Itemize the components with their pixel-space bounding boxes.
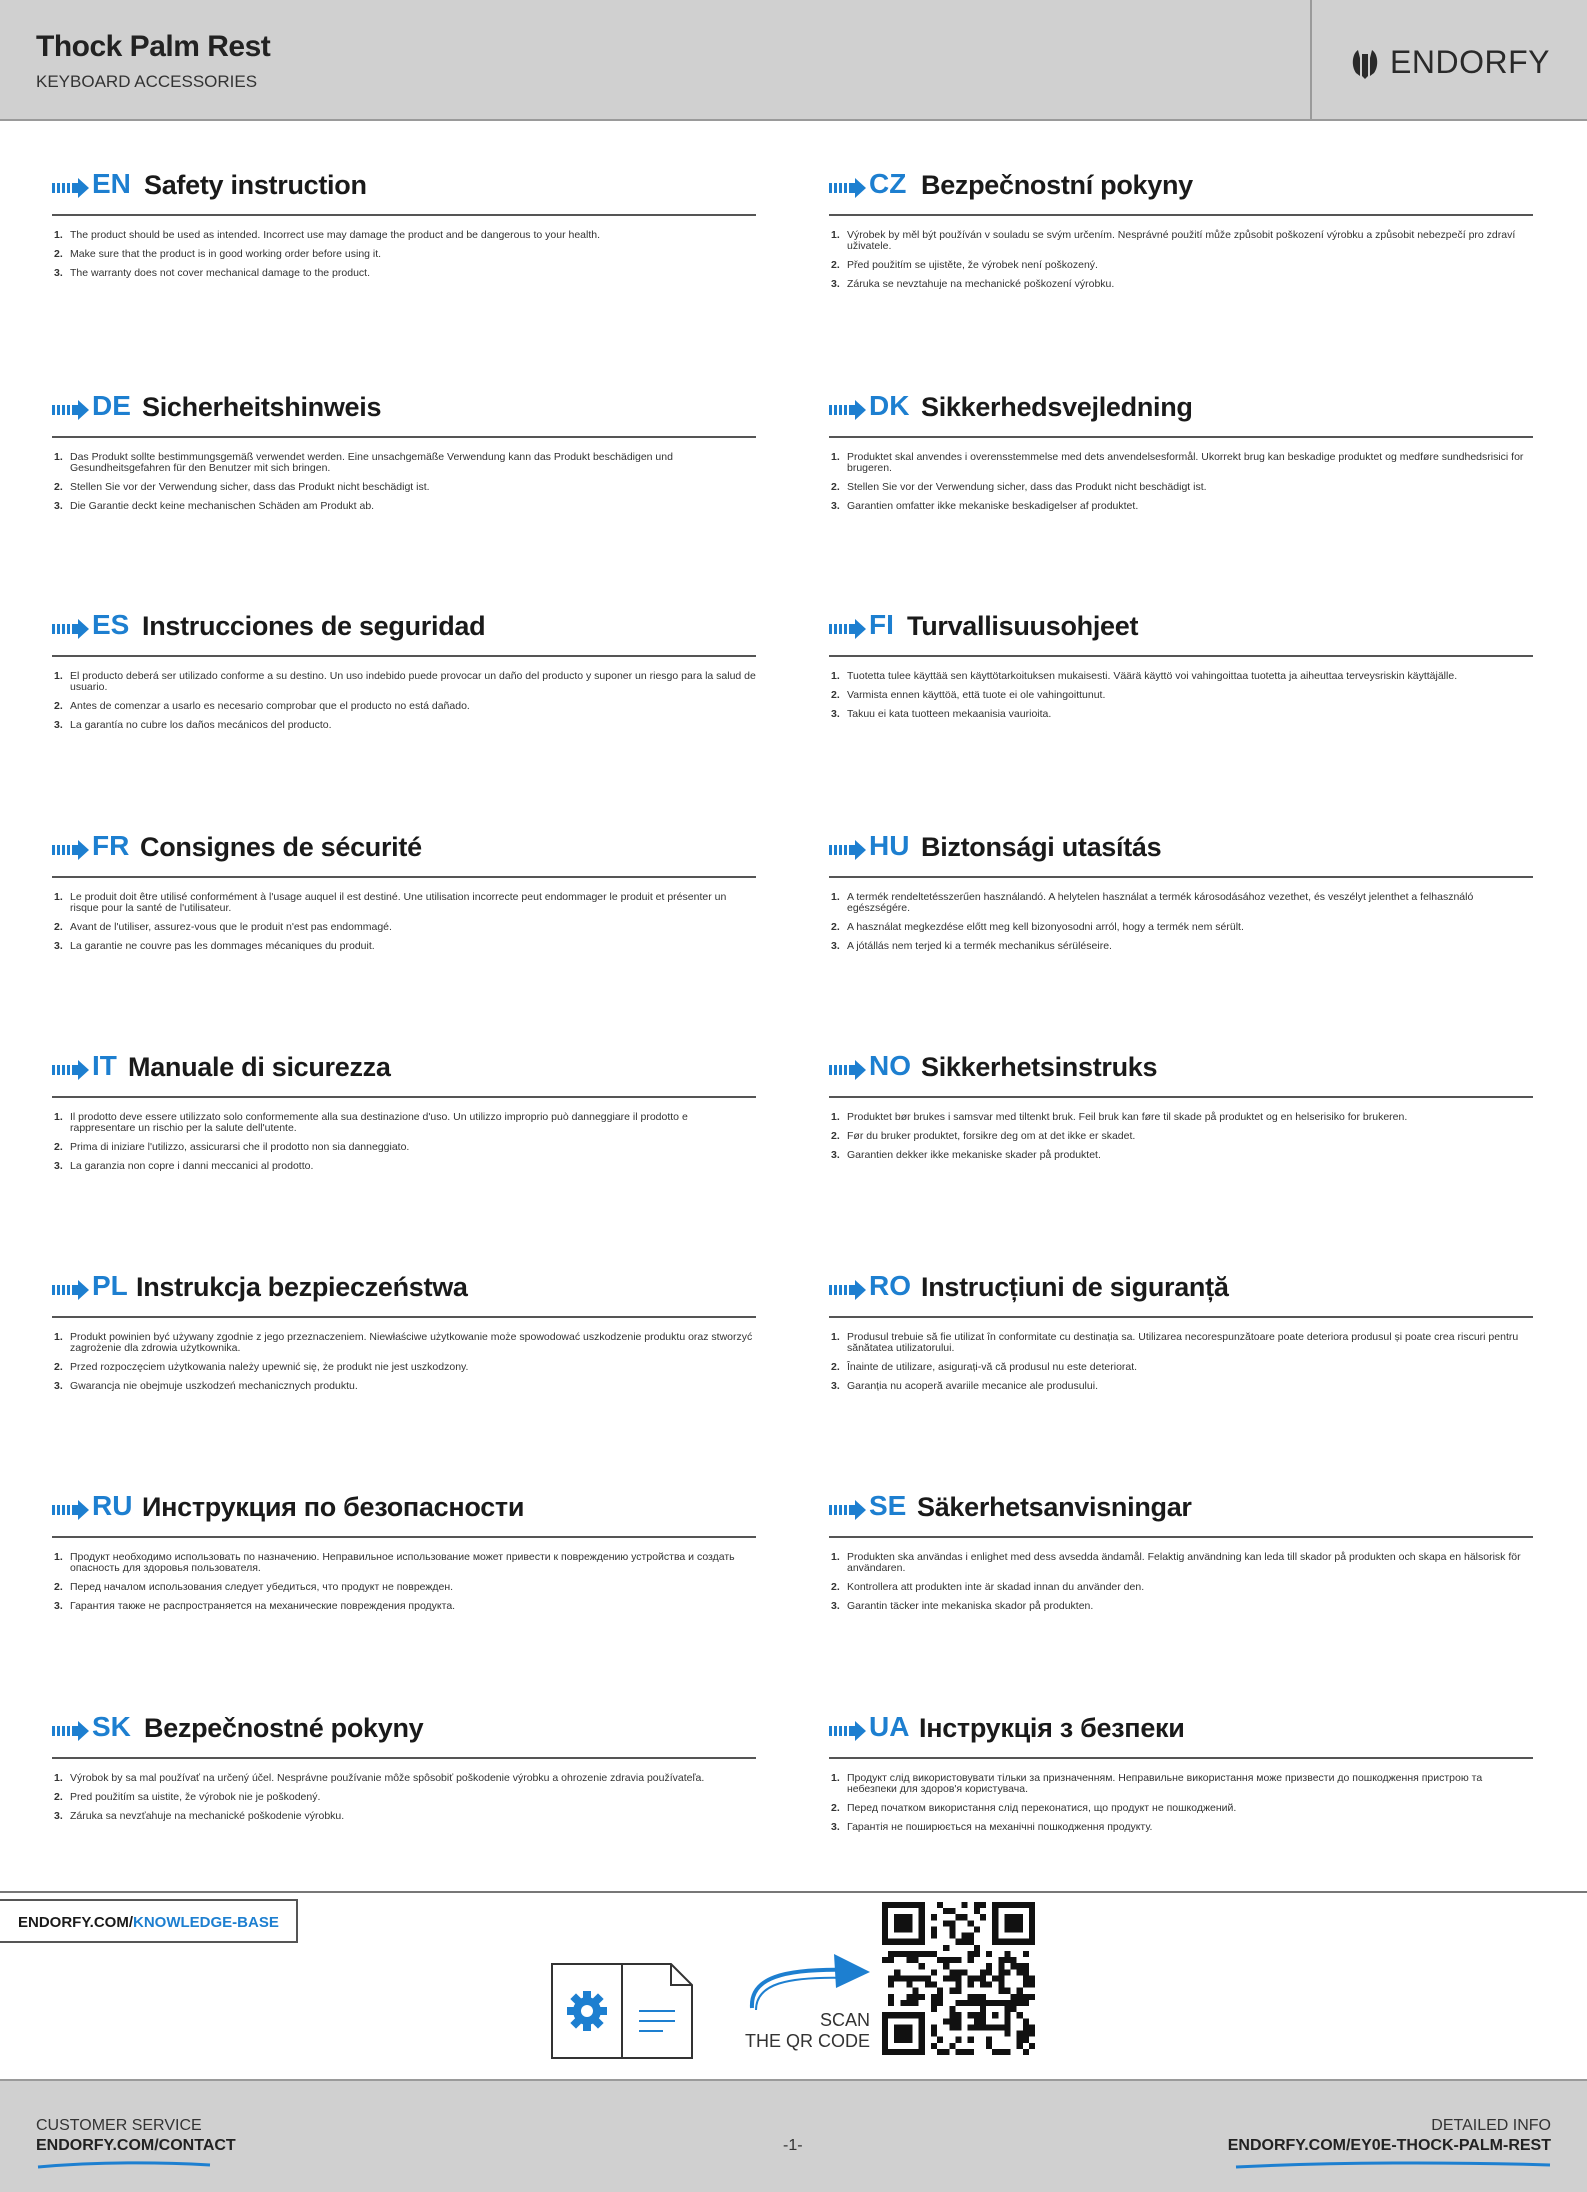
item-number: 1.	[54, 670, 63, 682]
instruction-item	[52, 482, 756, 493]
item-text: A jótállás nem terjed ki a termék mechanikus sérüléseire.	[847, 940, 1112, 952]
scan-line-2: THE QR CODE	[744, 2031, 870, 2051]
qr-code[interactable]	[882, 1902, 1035, 2055]
instruction-item	[829, 1582, 1533, 1593]
instruction-item	[829, 452, 1533, 474]
item-text: Make sure that the product is in good working order before using it.	[70, 248, 382, 260]
customer-service-label: CUSTOMER SERVICE	[36, 2117, 202, 2134]
item-text: Il prodotto deve essere utilizzato solo conformemente alla sua destinazione d'uso. Un utilizzo improprio può danneggiare il prodotto e rappresentare un rischio per la salute dell'utente.	[70, 1111, 688, 1134]
instruction-list	[829, 452, 1533, 520]
instruction-item	[829, 230, 1533, 252]
section-title: Bezpečnostné pokyny	[144, 1713, 424, 1743]
instruction-item	[829, 892, 1533, 914]
item-text: Produktet bør brukes i samsvar med tiltenkt bruk. Feil bruk kan føre til skade på produktet og en helserisiko for brukeren.	[847, 1111, 1408, 1123]
arrow-right-icon	[52, 619, 90, 639]
section-title: Sicherheitshinweis	[142, 392, 382, 422]
section-cz	[829, 168, 1533, 290]
section-dk	[829, 390, 1533, 512]
instruction-list	[829, 671, 1533, 728]
page-footer	[0, 2079, 1587, 2192]
language-code: DE	[92, 390, 131, 421]
brand-name: ENDORFY	[1390, 44, 1550, 80]
detailed-info-label: DETAILED INFO	[1431, 2117, 1551, 2134]
instruction-item	[829, 1803, 1533, 1814]
instruction-list	[829, 1112, 1533, 1169]
item-number: 1.	[831, 891, 840, 903]
scan-line-1: SCAN	[819, 2010, 870, 2030]
language-code: HU	[869, 830, 910, 861]
section-title: Instrucciones de seguridad	[142, 611, 486, 641]
scan-qr-text	[742, 2010, 870, 2052]
language-code: FR	[92, 830, 130, 861]
item-number: 3.	[831, 1149, 840, 1161]
item-number: 2.	[54, 1141, 63, 1153]
item-text: Kontrollera att produkten inte är skadad innan du använder den.	[847, 1581, 1145, 1593]
instruction-item	[52, 1601, 756, 1612]
knowledge-base-text	[18, 1914, 279, 1931]
arrow-right-icon	[52, 1500, 90, 1520]
item-number: 3.	[831, 708, 840, 720]
item-number: 3.	[54, 1600, 63, 1612]
arrow-right-icon	[52, 400, 90, 420]
item-number: 2.	[54, 921, 63, 933]
item-text: Гарантия также не распространяется на механические повреждения продукта.	[70, 1600, 456, 1612]
item-text: A használat megkezdése előtt meg kell bizonyosodni arról, hogy a termék nem sérült.	[847, 921, 1244, 933]
instruction-item	[52, 720, 756, 731]
item-text: Продукт слід використовувати тільки за призначенням. Неправильне використання може призвести до пошкодження пристрою та небезпеки для здоров'я користувача.	[847, 1772, 1483, 1795]
arrow-right-icon	[829, 619, 867, 639]
detailed-info-link[interactable]: ENDORFY.COM/EY0E-THOCK-PALM-REST	[1227, 2137, 1551, 2154]
instruction-item	[52, 501, 756, 512]
item-text: Le produit doit être utilisé conformément à l'usage auquel il est destiné. Une utilisation incorrecte peut endommager le produit et présenter un risque pour la santé de l'utilisateur.	[70, 891, 727, 914]
instruction-item	[52, 1381, 756, 1392]
instruction-item	[52, 1362, 756, 1373]
instruction-list	[52, 671, 756, 739]
item-number: 2.	[54, 248, 63, 260]
item-text: El producto deberá ser utilizado conforme a su destino. Un uso indebido puede provocar un daño del producto y suponer un riesgo para la salud de usuario.	[70, 670, 756, 693]
arrow-right-icon	[829, 1280, 867, 1300]
item-number: 3.	[54, 719, 63, 731]
item-text: Výrobok by sa mal používať na určený účel. Nesprávne používanie môže spôsobiť poškodenie výrobku a ohrozenie zdravia používateľa.	[70, 1772, 705, 1784]
instruction-list	[829, 1552, 1533, 1620]
instruction-list	[52, 1773, 756, 1830]
language-code: RO	[869, 1270, 911, 1301]
item-text: Перед початком використання слід переконатися, що продукт не пошкоджений.	[847, 1802, 1237, 1814]
instruction-item	[829, 1332, 1533, 1354]
item-text: Przed rozpoczęciem użytkowania należy upewnić się, że produkt nie jest uszkodzony.	[70, 1361, 469, 1373]
instruction-item	[52, 1142, 756, 1153]
instruction-item	[52, 249, 756, 260]
kb-prefix: ENDORFY.COM/	[18, 1914, 134, 1931]
instruction-list	[829, 230, 1533, 298]
instruction-item	[52, 452, 756, 474]
page-header	[0, 0, 1587, 121]
instruction-list	[52, 230, 756, 287]
bottom-divider	[0, 1891, 1587, 1893]
instruction-list	[52, 1112, 756, 1180]
contact-link[interactable]: ENDORFY.COM/CONTACT	[36, 2137, 236, 2154]
section-title: Instrucțiuni de siguranță	[921, 1272, 1229, 1302]
section-en	[52, 168, 756, 279]
arrow-right-icon	[52, 1280, 90, 1300]
instruction-item	[52, 671, 756, 693]
contact-underline	[36, 2161, 212, 2169]
instruction-list	[52, 452, 756, 520]
arrow-right-icon	[52, 840, 90, 860]
instruction-item	[52, 1792, 756, 1803]
item-number: 3.	[54, 1160, 63, 1172]
instruction-item	[52, 941, 756, 952]
section-sk	[52, 1711, 756, 1822]
language-code: SE	[869, 1490, 907, 1521]
item-number: 3.	[831, 500, 840, 512]
section-ua	[829, 1711, 1533, 1833]
section-heading	[52, 390, 756, 438]
item-number: 2.	[831, 921, 840, 933]
item-number: 3.	[54, 1810, 63, 1822]
instruction-item	[52, 1332, 756, 1354]
section-heading	[52, 609, 756, 657]
item-text: A termék rendeltetésszerűen használandó. A helytelen használat a termék károsodásához vezethet, és veszélyt jelenthet a felhasználó egészségére.	[847, 891, 1474, 914]
item-number: 2.	[831, 1361, 840, 1373]
product-title: Thock Palm Rest	[36, 30, 271, 63]
item-number: 1.	[831, 1331, 840, 1343]
instruction-item	[52, 230, 756, 241]
instruction-item	[52, 1582, 756, 1593]
instruction-item	[829, 1601, 1533, 1612]
instruction-item	[52, 1773, 756, 1784]
section-heading	[829, 830, 1533, 878]
brand-box	[1310, 0, 1587, 119]
item-text: Produktet skal anvendes i overensstemmelse med dets anvendelsesformål. Ukorrekt brug kan beskadige produktet og medføre sundhedsrisici for brugeren.	[847, 451, 1524, 474]
instruction-item	[52, 1811, 756, 1822]
item-text: Prima di iniziare l'utilizzo, assicurarsi che il prodotto non sia danneggiato.	[70, 1141, 410, 1153]
item-number: 1.	[54, 229, 63, 241]
item-text: Výrobek by měl být používán v souladu se svým určením. Nesprávné použití může způsobit poškození výrobku a způsobit nebezpečí pro zdraví uživatele.	[847, 229, 1516, 252]
instruction-list	[52, 1332, 756, 1400]
item-text: La garantía no cubre los daños mecánicos del producto.	[70, 719, 332, 731]
item-text: Takuu ei kata tuotteen mekaanisia vaurioita.	[847, 708, 1052, 720]
item-number: 3.	[54, 500, 63, 512]
instruction-item	[52, 1112, 756, 1134]
instruction-item	[829, 1381, 1533, 1392]
section-heading	[829, 168, 1533, 216]
section-de	[52, 390, 756, 512]
item-text: Продукт необходимо использовать по назначению. Неправильное использование может привести к повреждению устройства и создать опасность для здоровья пользователя.	[70, 1551, 735, 1574]
instruction-list	[829, 1332, 1533, 1400]
instruction-item	[52, 268, 756, 279]
item-number: 3.	[831, 1821, 840, 1833]
item-number: 1.	[831, 1111, 840, 1123]
item-text: The warranty does not cover mechanical damage to the product.	[70, 267, 370, 279]
section-es	[52, 609, 756, 731]
item-text: Produkten ska användas i enlighet med dess avsedda ändamål. Felaktig användning kan leda till skador på produkten och skapa en hälsorisk för användaren.	[847, 1551, 1521, 1574]
section-heading	[52, 1490, 756, 1538]
language-code: IT	[92, 1050, 117, 1081]
item-number: 2.	[54, 1361, 63, 1373]
instruction-item	[52, 1552, 756, 1574]
item-number: 3.	[831, 1600, 840, 1612]
arrow-right-icon	[829, 1500, 867, 1520]
manual-document-icon	[551, 1963, 693, 2059]
arrow-right-icon	[829, 400, 867, 420]
instruction-list	[52, 892, 756, 960]
section-heading	[829, 1711, 1533, 1759]
section-se	[829, 1490, 1533, 1612]
item-number: 1.	[831, 229, 840, 241]
section-heading	[52, 1711, 756, 1759]
instruction-item	[829, 922, 1533, 933]
language-code: SK	[92, 1711, 131, 1742]
instruction-item	[829, 1112, 1533, 1123]
section-heading	[52, 1050, 756, 1098]
section-title: Safety instruction	[144, 170, 367, 200]
section-title: Manuale di sicurezza	[128, 1052, 391, 1082]
item-number: 1.	[831, 1772, 840, 1784]
item-text: The product should be used as intended. Incorrect use may damage the product and be dangerous to your health.	[70, 229, 601, 241]
instruction-list	[829, 1773, 1533, 1841]
section-title: Sikkerhedsvejledning	[921, 392, 1193, 422]
arrow-right-icon	[52, 178, 90, 198]
section-title: Säkerhetsanvisningar	[917, 1492, 1192, 1522]
instruction-item	[829, 1822, 1533, 1833]
detailed-info-underline	[1234, 2161, 1552, 2169]
item-text: Gwarancja nie obejmuje uszkodzeń mechanicznych produktu.	[70, 1380, 358, 1392]
item-text: Pred použitím sa uistite, že výrobok nie je poškodený.	[70, 1791, 321, 1803]
section-heading	[52, 830, 756, 878]
item-number: 3.	[54, 940, 63, 952]
instruction-item	[829, 1131, 1533, 1142]
instruction-item	[52, 701, 756, 712]
instruction-item	[829, 671, 1533, 682]
item-number: 3.	[54, 267, 63, 279]
item-text: La garantie ne couvre pas les dommages mécaniques du produit.	[70, 940, 375, 952]
arrow-right-icon	[52, 1721, 90, 1741]
item-number: 1.	[54, 891, 63, 903]
instruction-item	[829, 501, 1533, 512]
item-text: Záruka sa nevzťahuje na mechanické poškodenie výrobku.	[70, 1810, 345, 1822]
instruction-item	[829, 482, 1533, 493]
instruction-item	[52, 1161, 756, 1172]
section-heading	[829, 1490, 1533, 1538]
section-fr	[52, 830, 756, 952]
item-number: 1.	[54, 1551, 63, 1563]
language-code: DK	[869, 390, 910, 421]
language-code: PL	[92, 1270, 128, 1301]
item-number: 3.	[831, 940, 840, 952]
section-heading	[829, 609, 1533, 657]
item-text: Garantien dekker ikke mekaniske skader på produktet.	[847, 1149, 1101, 1161]
section-heading	[52, 1270, 756, 1318]
item-text: Avant de l'utiliser, assurez-vous que le produit n'est pas endommagé.	[70, 921, 392, 933]
section-heading	[829, 390, 1533, 438]
item-text: Перед началом использования следует убедиться, что продукт не поврежден.	[70, 1581, 454, 1593]
language-code: RU	[92, 1490, 133, 1521]
product-category: KEYBOARD ACCESSORIES	[36, 72, 258, 91]
item-text: La garanzia non copre i danni meccanici al prodotto.	[70, 1160, 314, 1172]
item-number: 3.	[831, 1380, 840, 1392]
section-title: Biztonsági utasítás	[921, 832, 1162, 862]
item-number: 1.	[54, 451, 63, 463]
section-ru	[52, 1490, 756, 1612]
item-number: 2.	[54, 1791, 63, 1803]
section-title: Sikkerhetsinstruks	[921, 1052, 1158, 1082]
item-number: 3.	[54, 1380, 63, 1392]
language-code: UA	[869, 1711, 910, 1742]
item-number: 2.	[831, 259, 840, 271]
language-code: NO	[869, 1050, 911, 1081]
section-title: Turvallisuusohjeet	[907, 611, 1139, 641]
section-title: Bezpečnostní pokyny	[921, 170, 1193, 200]
page-number: -1-	[783, 2137, 803, 2154]
item-text: Garanția nu acoperă avariile mecanice ale produsului.	[847, 1380, 1098, 1392]
language-code: CZ	[869, 168, 907, 199]
section-fi	[829, 609, 1533, 720]
item-number: 2.	[831, 1581, 840, 1593]
language-code: FI	[869, 609, 894, 640]
instruction-item	[829, 1552, 1533, 1574]
item-text: Před použitím se ujistěte, že výrobek není poškozený.	[847, 259, 1098, 271]
kb-highlight: KNOWLEDGE-BASE	[133, 1914, 279, 1931]
item-text: Înainte de utilizare, asigurați-vă că produsul nu este deteriorat.	[847, 1361, 1138, 1373]
item-text: Produsul trebuie să fie utilizat în conformitate cu destinația sa. Utilizarea necorespunzătoare poate deteriora produsul și poate crea riscuri pentru sănătatea utilizatorului.	[847, 1331, 1519, 1354]
instruction-item	[829, 279, 1533, 290]
instruction-item	[829, 1773, 1533, 1795]
instruction-item	[52, 892, 756, 914]
instruction-item	[829, 260, 1533, 271]
item-text: Záruka se nevztahuje na mechanické poškození výrobku.	[847, 278, 1115, 290]
section-ro	[829, 1270, 1533, 1392]
section-heading	[829, 1270, 1533, 1318]
item-number: 1.	[831, 670, 840, 682]
item-number: 1.	[54, 1331, 63, 1343]
arrow-right-icon	[829, 1721, 867, 1741]
item-text: Stellen Sie vor der Verwendung sicher, dass das Produkt nicht beschädigt ist.	[847, 481, 1207, 493]
section-title: Инструкция по безопасности	[142, 1492, 525, 1522]
section-pl	[52, 1270, 756, 1392]
endorfy-logo-icon	[1348, 46, 1382, 80]
section-no	[829, 1050, 1533, 1161]
item-text: Tuotetta tulee käyttää sen käyttötarkoituksen mukaisesti. Väärä käyttö voi vahingoittaa tuotetta ja aiheuttaa terveysriskin käyttäjälle.	[847, 670, 1458, 682]
language-code: EN	[92, 168, 131, 199]
item-text: Garantin täcker inte mekaniska skador på produkten.	[847, 1600, 1094, 1612]
item-text: Garantien omfatter ikke mekaniske beskadigelser af produktet.	[847, 500, 1139, 512]
section-hu	[829, 830, 1533, 952]
knowledge-base-link[interactable]	[0, 1899, 298, 1943]
arrow-right-icon	[829, 1060, 867, 1080]
item-number: 1.	[54, 1111, 63, 1123]
instruction-item	[829, 709, 1533, 720]
section-title: Consignes de sécurité	[140, 832, 422, 862]
item-number: 3.	[831, 278, 840, 290]
language-code: ES	[92, 609, 130, 640]
item-number: 2.	[831, 1802, 840, 1814]
arrow-right-icon	[829, 178, 867, 198]
instruction-item	[52, 922, 756, 933]
section-heading	[829, 1050, 1533, 1098]
item-number: 1.	[831, 451, 840, 463]
item-number: 2.	[54, 481, 63, 493]
arrow-right-icon	[829, 840, 867, 860]
item-number: 2.	[54, 1581, 63, 1593]
arrow-right-icon	[52, 1060, 90, 1080]
section-title: Instrukcja bezpieczeństwa	[136, 1272, 468, 1302]
instruction-item	[829, 690, 1533, 701]
instruction-list	[829, 892, 1533, 960]
instruction-item	[829, 1362, 1533, 1373]
item-number: 1.	[54, 1772, 63, 1784]
item-number: 2.	[54, 700, 63, 712]
item-number: 1.	[831, 1551, 840, 1563]
item-number: 2.	[831, 689, 840, 701]
section-heading	[52, 168, 756, 216]
item-text: Varmista ennen käyttöä, että tuote ei ole vahingoittunut.	[847, 689, 1106, 701]
item-number: 2.	[831, 1130, 840, 1142]
instruction-item	[829, 1150, 1533, 1161]
item-text: Før du bruker produktet, forsikre deg om at det ikke er skadet.	[847, 1130, 1136, 1142]
item-text: Гарантія не поширюється на механічні пошкодження продукту.	[847, 1821, 1153, 1833]
instruction-list	[52, 1552, 756, 1620]
item-text: Antes de comenzar a usarlo es necesario comprobar que el producto no está dañado.	[70, 700, 470, 712]
item-text: Produkt powinien być używany zgodnie z jego przeznaczeniem. Niewłaściwe użytkowanie może spowodować uszkodzenie produktu oraz stworzyć zagrożenie dla zdrowia użytkownika.	[70, 1331, 753, 1354]
section-it	[52, 1050, 756, 1172]
item-text: Stellen Sie vor der Verwendung sicher, dass das Produkt nicht beschädigt ist.	[70, 481, 430, 493]
item-text: Das Produkt sollte bestimmungsgemäß verwendet werden. Eine unsachgemäße Verwendung kann das Produkt beschädigen und Gesundheitsgefahren für den Benutzer mit sich bringen.	[70, 451, 673, 474]
section-title: Інструкція з безпеки	[919, 1713, 1185, 1743]
item-text: Die Garantie deckt keine mechanischen Schäden am Produkt ab.	[70, 500, 375, 512]
instruction-item	[829, 941, 1533, 952]
item-number: 2.	[831, 481, 840, 493]
